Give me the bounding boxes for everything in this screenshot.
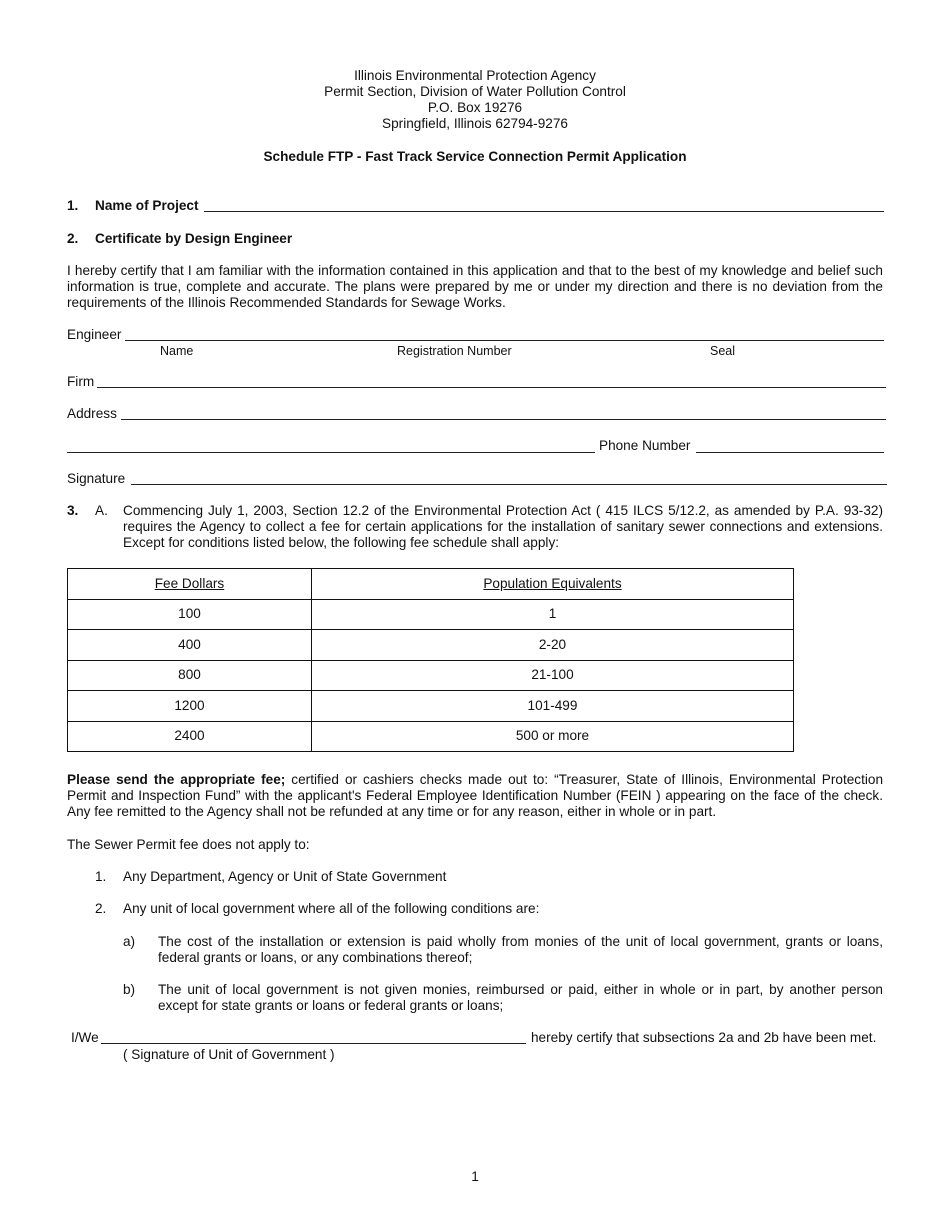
population-cell: 500 or more <box>311 721 793 752</box>
address-line2-field[interactable] <box>67 452 595 453</box>
agency-name: Illinois Environmental Protection Agency <box>354 68 596 83</box>
certification-text: I hereby certify that I am familiar with the information contained in this application and that to the best of my knowledge and belief such information is true, complete and accurate. The plans were prepared by me or under my direction and there is no deviation from the requirements of the Illinois Recommended Standards for Sewage Works. <box>67 263 883 310</box>
engineer-name-caption: Name <box>160 344 194 358</box>
engineer-label: Engineer <box>67 327 122 342</box>
project-name-label: Name of Project <box>95 198 199 213</box>
fee-cell: 800 <box>68 660 312 691</box>
fee-cell: 1200 <box>68 691 312 722</box>
section3-number: 3. <box>67 503 79 518</box>
table-row <box>68 721 794 752</box>
fee-dollars-header: Fee Dollars <box>68 569 312 600</box>
table-header-row <box>68 569 794 600</box>
city-address: Springfield, Illinois 62794-9276 <box>382 116 568 131</box>
certify-prefix: I/We <box>71 1030 99 1045</box>
fee-cell: 100 <box>68 599 312 630</box>
po-box: P.O. Box 19276 <box>427 100 523 115</box>
exemption-2-text: Any unit of local government where all of the following conditions are: <box>123 901 540 916</box>
letterhead <box>0 68 950 132</box>
table-row <box>68 660 794 691</box>
project-name-field[interactable] <box>204 211 884 212</box>
signature-field[interactable] <box>131 484 887 485</box>
address-field[interactable] <box>121 419 886 420</box>
population-cell: 2-20 <box>311 630 793 661</box>
phone-field[interactable] <box>696 452 884 453</box>
exemptions-intro: The Sewer Permit fee does not apply to: <box>67 837 310 852</box>
exemption-1-text: Any Department, Agency or Unit of State Government <box>123 869 447 884</box>
fee-cell: 400 <box>68 630 312 661</box>
division-name: Permit Section, Division of Water Pollution Control <box>324 84 626 99</box>
page-number: 1 <box>471 1169 479 1184</box>
registration-number-caption: Registration Number <box>397 344 512 358</box>
address-label: Address <box>67 406 117 421</box>
table-row <box>68 599 794 630</box>
engineer-field[interactable] <box>125 340 884 341</box>
population-cell: 21-100 <box>311 660 793 691</box>
population-cell: 101-499 <box>311 691 793 722</box>
table-row <box>68 691 794 722</box>
fee-cell: 2400 <box>68 721 312 752</box>
exemption-2-number: 2. <box>95 901 107 916</box>
fee-requirement-text: Commencing July 1, 2003, Section 12.2 of the Environmental Protection Act ( 415 ILCS 5/12.2, as amended by P.A. 93-32) requires the Agency to collect a fee for certain applications for the installation of sanitary sewer connections and extensions. Except for conditions listed below, the following fee schedule shall apply: <box>123 503 883 550</box>
firm-field[interactable] <box>97 387 886 388</box>
government-signature-caption: ( Signature of Unit of Government ) <box>123 1047 335 1062</box>
signature-label: Signature <box>67 471 126 486</box>
payment-instructions <box>67 772 883 820</box>
condition-a-text: The cost of the installation or extension is paid wholly from monies of the unit of local government, grants or loans, federal grants or loans, or any combinations thereof; <box>158 934 883 965</box>
condition-b-label: b) <box>123 982 136 997</box>
population-equivalents-header: Population Equivalents <box>311 569 793 600</box>
table-row <box>68 630 794 661</box>
payment-lead: Please send the appropriate fee; <box>67 772 286 787</box>
section1-number: 1. <box>67 198 79 213</box>
seal-caption: Seal <box>710 344 736 358</box>
population-cell: 1 <box>311 599 793 630</box>
section3-letter: A. <box>95 503 108 518</box>
certificate-heading: Certificate by Design Engineer <box>95 231 293 246</box>
payment-text: certified or cashiers checks made out to: “Treasurer, State of Illinois, Environmental Protection Permit and Inspection Fund” with the applicant's Federal Employee Identification Number (FEIN ) appearing on the face of the check. Any fee remitted to the Agency shall not be refunded at any time or for any reason, either in whole or in part. <box>67 772 884 819</box>
form-title: Schedule FTP - Fast Track Service Connection Permit Application <box>263 149 687 164</box>
fee-schedule-table <box>67 568 794 752</box>
exemption-1-number: 1. <box>95 869 107 884</box>
phone-label: Phone Number <box>599 438 691 453</box>
certify-suffix: hereby certify that subsections 2a and 2b have been met. <box>531 1030 877 1045</box>
government-signature-field[interactable] <box>101 1043 526 1044</box>
condition-a-label: a) <box>123 934 136 949</box>
condition-b-text: The unit of local government is not given monies, reimbursed or paid, either in whole or in part, by another person except for state grants or loans or federal grants or loans; <box>158 982 883 1013</box>
firm-label: Firm <box>67 374 95 389</box>
section2-number: 2. <box>67 231 79 246</box>
